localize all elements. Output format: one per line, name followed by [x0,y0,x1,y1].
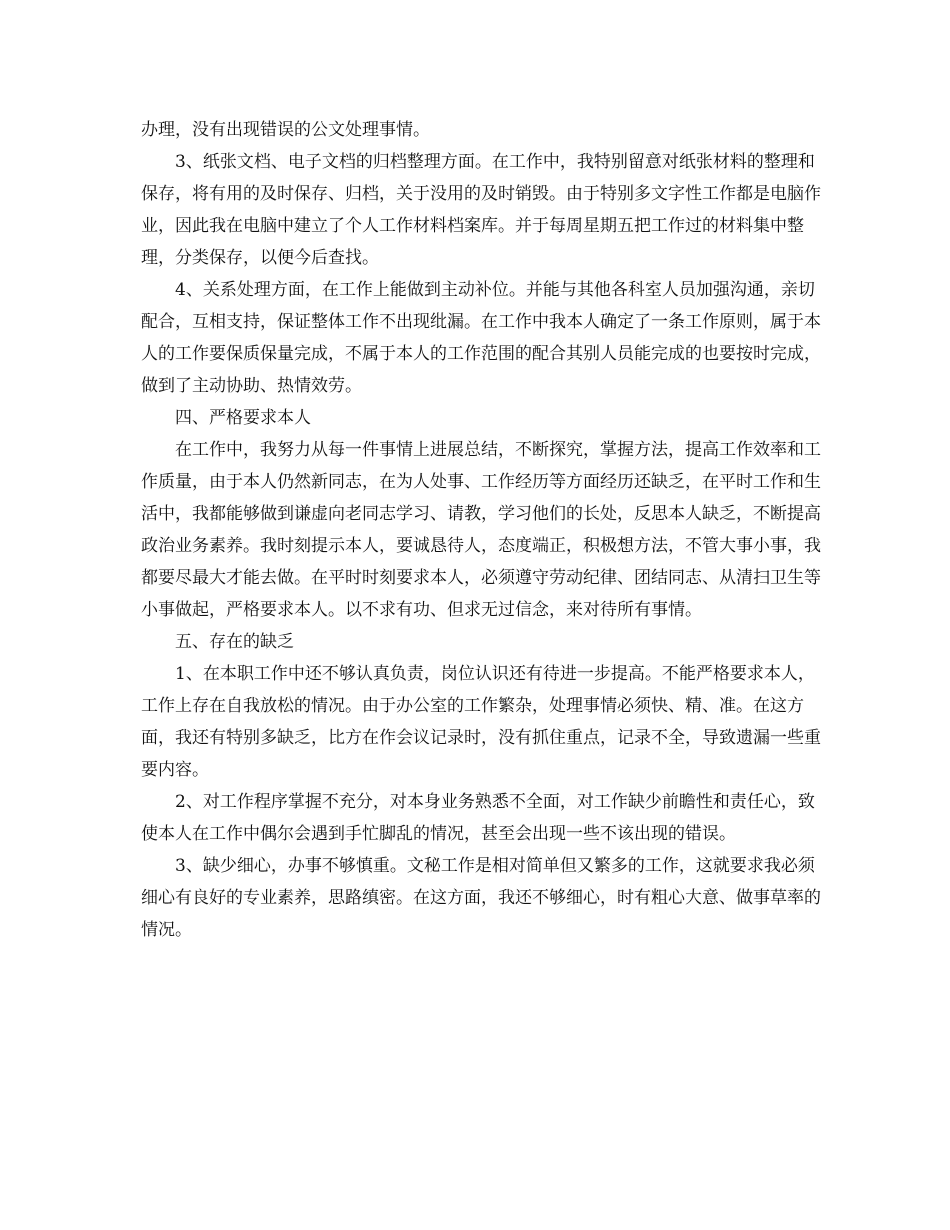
document-body [141,114,821,946]
paragraph-continuation: 办理，没有出现错误的公文处理事情。 [141,120,430,140]
paragraph-relations: 4、关系处理方面，在工作上能做到主动补位。并能与其他各科室人员加强沟通，亲切配合，互相支持，保证整体工作不出现纰漏。在工作中我本人确定了一条工作原则，属于本人的工作要保质保量完成，不属于本人的工作范围的配合其别人员能完成的也要按时完成，做到了主动协助、热情效劳。 [141,280,821,396]
paragraph-shortcoming-1: 1、在本职工作中还不够认真负责，岗位认识还有待进一步提高。不能严格要求本人，工作上存在自我放松的情况。由于办公室的工作繁杂，处理事情必须快、精、准。在这方面，我还有特别多缺乏，比方在作会议记录时，没有抓住重点，记录不全，导致遗漏一些重要内容。 [141,664,821,780]
paragraph-shortcoming-2: 2、对工作程序掌握不充分，对本身业务熟悉不全面，对工作缺少前瞻性和责任心，致使本人在工作中偶尔会遇到手忙脚乱的情况，甚至会出现一些不该出现的错误。 [141,792,815,844]
section-heading-strict-requirements: 四、严格要求本人 [175,408,311,428]
paragraph-archiving: 3、纸张文档、电子文档的归档整理方面。在工作中，我特别留意对纸张材料的整理和保存，将有用的及时保存、归档，关于没用的及时销毁。由于特别多文字性工作都是电脑作业，因此我在电脑中建立了个人工作材料档案库。并于每周星期五把工作过的材料集中整理，分类保存，以便今后查找。 [141,152,821,268]
paragraph-self-requirements: 在工作中，我努力从每一件事情上进展总结，不断探究，掌握方法，提高工作效率和工作质量，由于本人仍然新同志，在为人处事、工作经历等方面经历还缺乏，在平时工作和生活中，我都能够做到谦虚向老同志学习、请教，学习他们的长处，反思本人缺乏，不断提高政治业务素养。我时刻提示本人，要诚恳待人，态度端正，积极想方法，不管大事小事，我都要尽最大才能去做。在平时时刻要求本人，必须遵守劳动纪律、团结同志、从清扫卫生等小事做起，严格要求本人。以不求有功、但求无过信念，来对待所有事情。 [141,440,821,620]
section-heading-shortcomings: 五、存在的缺乏 [175,632,294,652]
paragraph-shortcoming-3: 3、缺少细心，办事不够慎重。文秘工作是相对简单但又繁多的工作，这就要求我必须细心有良好的专业素养，思路缜密。在这方面，我还不够细心，时有粗心大意、做事草率的情况。 [141,856,821,940]
